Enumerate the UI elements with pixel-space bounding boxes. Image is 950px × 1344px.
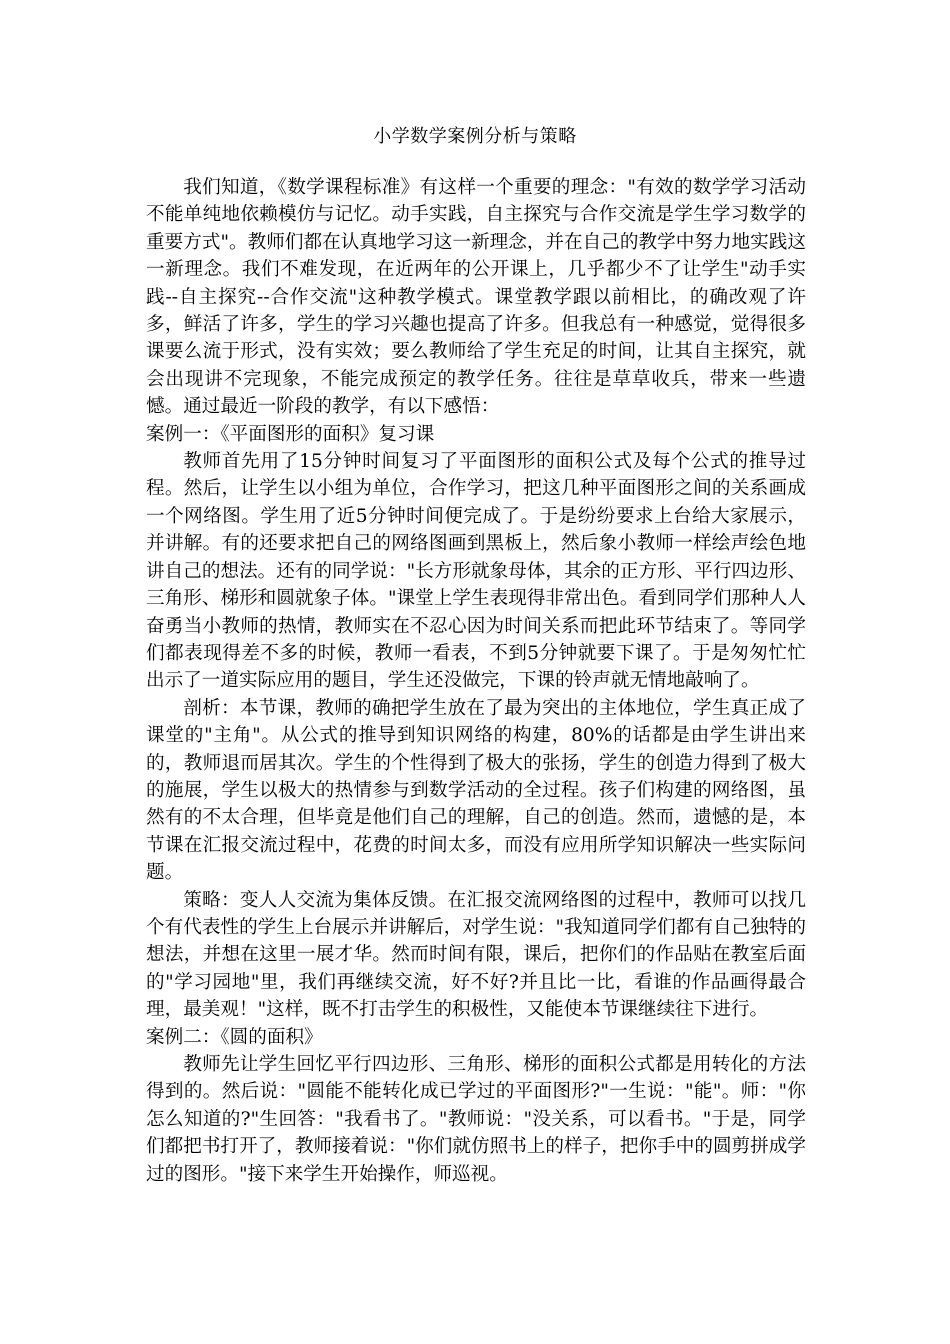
- document-body: [146, 174, 806, 1188]
- document-title: 小学数学案例分析与策略: [373, 126, 577, 147]
- analysis-paragraph: 剖析：本节课，教师的确把学生放在了最为突出的主体地位，学生真正成了课堂的"主角"。从公式的推导到知识网络的构建，80%的话都是由学生讲出来的，教师退而居其次。学生的个性得到了极大的张扬，学生的创造力得到了极大的施展，学生以极大的热情参与到数学活动的全过程。孩子们构建的网络图，虽然有的不太合理，但毕竟是他们自己的理解，自己的创造。然而，遗憾的是，本节课在汇报交流过程中，花费的时间太多，而没有应用所学知识解决一些实际问题。: [146, 697, 806, 884]
- case-two-paragraph: 教师先让学生回忆平行四边形、三角形、梯形的面积公式都是用转化的方法得到的。然后说："圆能不能转化成已学过的平面图形?"一生说："能"。师："你怎么知道的?"生回答："我看书了。"教师说："没关系，可以看书。"于是，同学们都把书打开了，教师接着说："你们就仿照书上的样子，把你手中的圆剪拼成学过的图形。"接下来学生开始操作，师巡视。: [146, 1054, 806, 1185]
- case-two-heading: 案例二：《圆的面积》: [146, 1026, 323, 1048]
- strategy-paragraph: 策略：变人人交流为集体反馈。在汇报交流网络图的过程中，教师可以找几个有代表性的学生上台展示并讲解后，对学生说："我知道同学们都有自己独特的想法，并想在这里一展才华。然而时间有限，课后，把你们的作品贴在教室后面的"学习园地"里，我们再继续交流，好不好?并且比一比，看谁的作品画得最合理，最美观！"这样，既不打击学生的积极性，又能使本节课继续往下进行。: [146, 889, 806, 1021]
- intro-paragraph: 我们知道，《数学课程标准》有这样一个重要的理念："有效的数学学习活动不能单纯地依赖模仿与记忆。动手实践，自主探究与合作交流是学生学习数学的重要方式"。教师们都在认真地学习这一新理念，并在自己的教学中努力地实践这一新理念。我们不难发现，在近两年的公开课上，几乎都少不了让学生"动手实践--自主探究--合作交流"这种教学模式。课堂教学跟以前相比，的确改观了许多，鲜活了许多，学生的学习兴趣也提高了许多。但我总有一种感觉，觉得很多课要么流于形式，没有实效；要么教师给了学生充足的时间，让其自主探究，就会出现讲不完现象，不能完成预定的教学任务。往往是草草收兵，带来一些遗憾。通过最近一阶段的教学，有以下感悟：: [146, 177, 806, 418]
- case-one-paragraph: 教师首先用了15分钟时间复习了平面图形的面积公式及每个公式的推导过程。然后，让学生以小组为单位，合作学习，把这几种平面图形之间的关系画成一个网络图。学生用了近5分钟时间便完成了。于是纷纷要求上台给大家展示，并讲解。有的还要求把自己的网络图画到黑板上，然后象小教师一样绘声绘色地讲自己的想法。还有的同学说："长方形就象母体，其余的正方形、平行四边形、三角形、梯形和圆就象子体。"课堂上学生表现得非常出色。看到同学们那种人人奋勇当小教师的热情，教师实在不忍心因为时间关系而把此环节结束了。等同学们都表现得差不多的时候，教师一看表，不到5分钟就要下课了。于是匆匆忙忙出示了一道实际应用的题目，学生还没做完，下课的铃声就无情地敲响了。: [146, 451, 806, 692]
- case-one-heading: 案例一：《平面图形的面积》复习课: [146, 423, 435, 445]
